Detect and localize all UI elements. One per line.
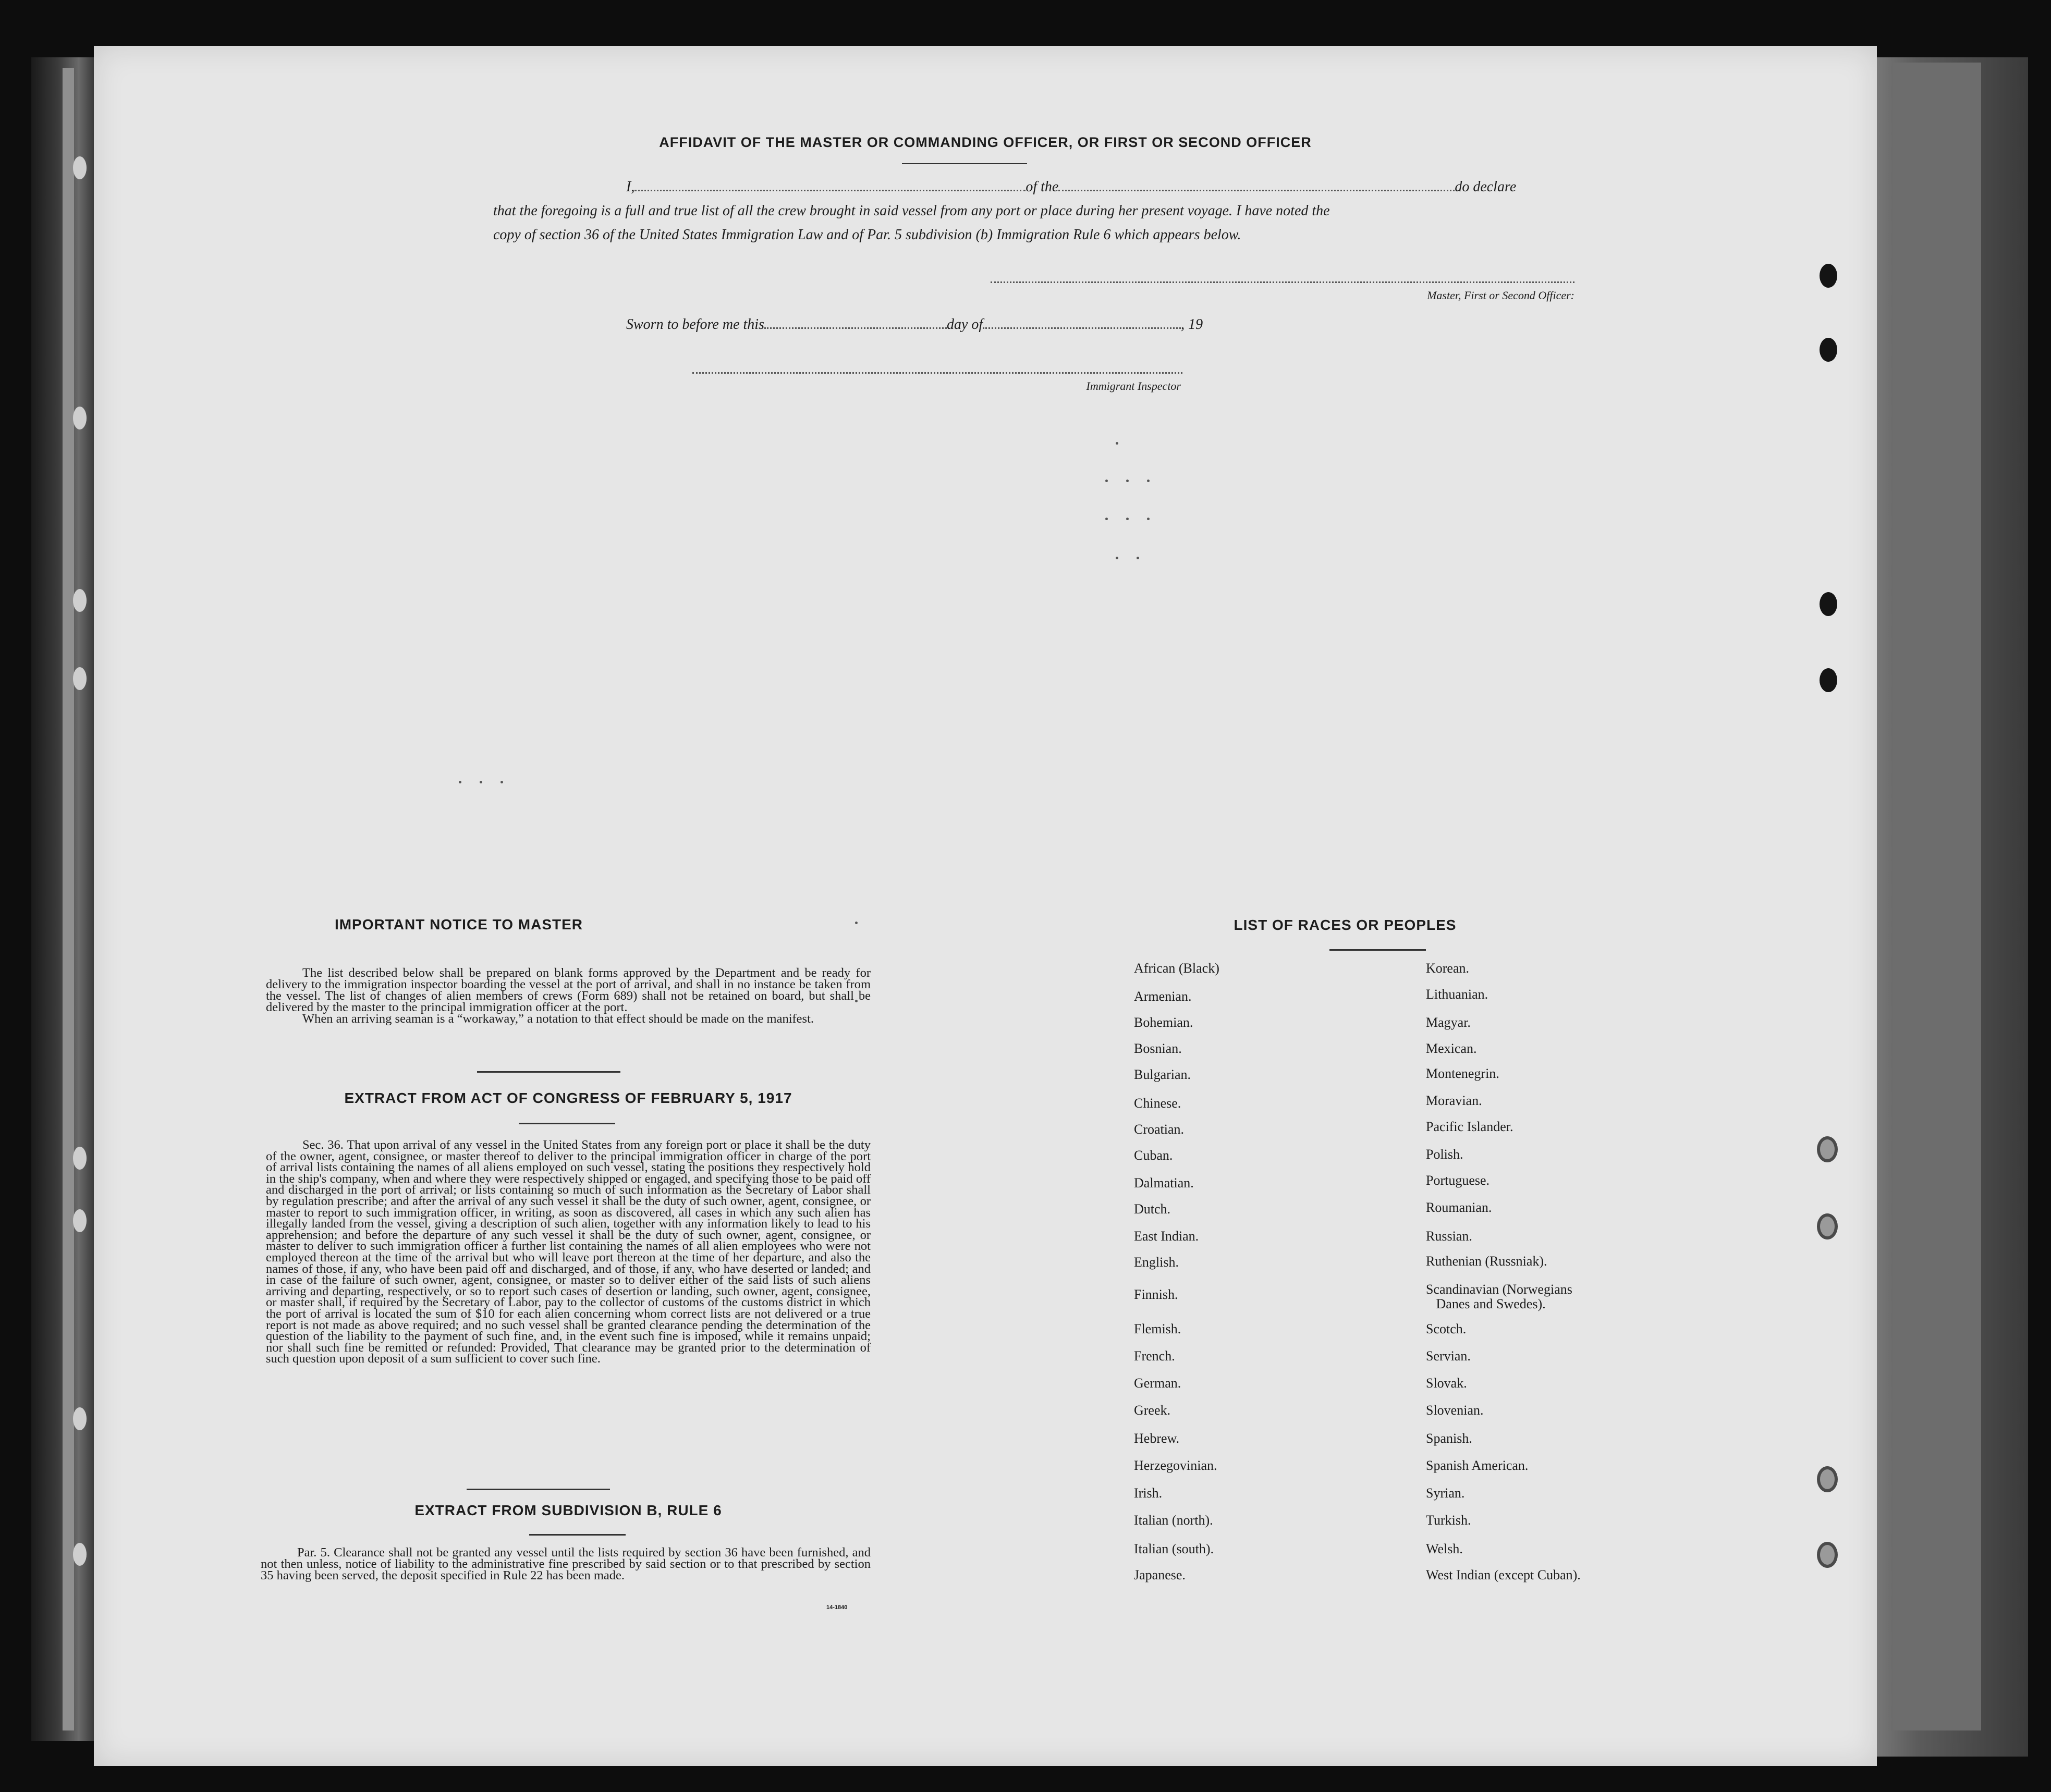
race-entry: Cuban.: [1134, 1148, 1173, 1163]
extract-rule-top-divider: [467, 1489, 610, 1490]
manifest-page: [94, 46, 1877, 1766]
race-entry: Chinese.: [1134, 1096, 1181, 1111]
race-entry: Turkish.: [1426, 1513, 1471, 1528]
sworn-day-of: day of: [946, 316, 983, 333]
race-entry: Herzegovinian.: [1134, 1458, 1217, 1473]
page-speck: [500, 781, 503, 783]
race-entry: Moravian.: [1426, 1093, 1482, 1108]
declaration-do-declare: do declare: [1455, 179, 1517, 195]
race-entry: Greek.: [1134, 1403, 1171, 1418]
punch-hole: [1817, 1136, 1838, 1162]
page-speck: [1116, 557, 1118, 559]
race-entry: Bosnian.: [1134, 1041, 1182, 1056]
race-entry: Dutch.: [1134, 1201, 1171, 1217]
race-entry: Syrian.: [1426, 1486, 1465, 1501]
race-entry: Scandinavian (Norwegians Danes and Swedes).: [1426, 1282, 1572, 1311]
inspector-signature-line: [692, 372, 1182, 374]
punch-hole: [1817, 1542, 1838, 1568]
race-entry: Flemish.: [1134, 1321, 1181, 1336]
race-entry: Polish.: [1426, 1147, 1463, 1162]
binder-ring: [73, 156, 87, 179]
race-entry: Roumanian.: [1426, 1200, 1492, 1215]
race-entry: Welsh.: [1426, 1541, 1463, 1556]
extract-act-divider: [519, 1123, 615, 1124]
race-entry: African (Black): [1134, 961, 1219, 976]
extract-rule-divider: [529, 1534, 626, 1536]
races-divider: [1329, 949, 1426, 951]
race-entry: Armenian.: [1134, 989, 1192, 1004]
race-entry: Slovenian.: [1426, 1403, 1484, 1418]
name-blank: [634, 181, 1026, 191]
page-speck: [1116, 442, 1118, 445]
race-entry: Dalmatian.: [1134, 1175, 1194, 1190]
adjacent-page: [1893, 63, 1981, 1730]
declaration-line-2: that the foregoing is a full and true list of all the crew brought in said vessel from any port or place during her present voyage. I have noted the: [493, 203, 1330, 219]
race-entry: Pacific Islander.: [1426, 1119, 1513, 1134]
race-entry: Italian (north).: [1134, 1513, 1213, 1528]
page-speck: [1126, 480, 1129, 482]
race-entry: French.: [1134, 1348, 1175, 1364]
sworn-month-blank: [983, 318, 1181, 329]
page-speck: [1126, 518, 1129, 520]
title-divider: [902, 163, 1027, 164]
notice-body: The list described below shall be prepared on blank forms approved by the Department and be ready for delivery to the immigration inspector boarding the vessel at the port of arrival, and shall in no instance be taken from the vessel. The list of changes of alien members of crews (Form 689) shall not be retained on board, but shall be delivered by the master to the principal immigration officer at the port.: [266, 966, 871, 1014]
page-speck: [1147, 518, 1150, 520]
affidavit-title: AFFIDAVIT OF THE MASTER OR COMMANDING OFFICER, OR FIRST OR SECOND OFFICER: [659, 134, 1312, 150]
race-entry: Korean.: [1426, 961, 1470, 976]
extract-act-body: Sec. 36. That upon arrival of any vessel in the United States from any foreign port or place it shall be the duty of the owner, agent, consignee, or master thereof to deliver to the principal immigration officer in charge of the port of arrival lists containing the names of all aliens employed on such vessel, stating the positions they respectively hold in the ship's company, when and where they were respectively shipped or engaged, and specifying those to be paid off and discharged in the port of arrival; or lists containing so much of such information as the Secretary of Labor shall by regulation prescribe; and after the arrival of any such vessel it shall be the duty of such owner, agent, consignee, or master to report to such immigration officer, in writing, as soon as discovered, all cases in which any such alien has illegally landed from the vessel, giving a description of such alien, together with any information likely to lead to his apprehension; and before the departure of any such vessel it shall be the duty of such owner, agent, consignee, or master to deliver to such immigration officer a further list containing the names of all alien employees who were not employed thereon at the time of the arrival but who will leave port thereon at the time of her departure, and also the names of those, if any, who have been paid off and discharged, and of those, if any, who have deserted or landed; and in case of the failure of such owner, agent, consignee, or master so to deliver either of the said lists of such aliens arriving and departing, respectively, or so to report such cases of desertion or landing, such owner, agent, consignee, or master shall, if required by the Secretary of Labor, pay to the collector of customs of the customs district in which the port of arrival is located the sum of $10 for each alien concerning whom correct lists are not delivered or a true report is not made as above required; and no such vessel shall be granted clearance pending the determination of the question of the liability to the payment of such fine, and, in the event such fine is imposed, while it remains unpaid; nor shall such fine be remitted or refunded: Provided, That clearance may be granted prior to the determination of such question upon deposit of a sum sufficient to cover such fine.: [266, 1138, 871, 1366]
race-entry: West Indian (except Cuban).: [1426, 1567, 1581, 1582]
extract-rule-heading: EXTRACT FROM SUBDIVISION B, RULE 6: [414, 1502, 722, 1518]
page-speck: [1105, 480, 1108, 482]
declaration-i: I,: [626, 179, 635, 195]
sworn-prefix: Sworn to before me this: [626, 316, 764, 333]
binder-ring: [73, 1147, 87, 1170]
race-entry: Spanish.: [1426, 1431, 1472, 1446]
sworn-year: , 19: [1181, 316, 1203, 333]
notice-divider: [477, 1071, 620, 1073]
race-entry: Finnish.: [1134, 1287, 1178, 1302]
race-entry: Lithuanian.: [1426, 987, 1488, 1002]
race-entry: Slovak.: [1426, 1376, 1467, 1391]
race-entry: Spanish American.: [1426, 1458, 1529, 1473]
signature-caption: Master, First or Second Officer:: [1427, 289, 1574, 302]
race-entry: Magyar.: [1426, 1015, 1471, 1030]
binder-ring: [73, 589, 87, 612]
page-speck: [1105, 518, 1108, 520]
page-speck: [1147, 480, 1150, 482]
race-entry: Portuguese.: [1426, 1173, 1490, 1188]
declaration-line-1: [493, 175, 1576, 199]
race-entry: Bohemian.: [1134, 1015, 1193, 1030]
race-entry: Russian.: [1426, 1229, 1472, 1244]
notice-body-workaway: When an arriving seaman is a “workaway,” a notation to that effect should be made on the manifest.: [302, 1012, 814, 1026]
declaration-of-the: of the: [1026, 179, 1059, 195]
race-entry: Montenegrin.: [1426, 1066, 1499, 1081]
punch-hole: [1817, 1213, 1838, 1239]
punch-hole: [1820, 264, 1837, 288]
page-speck: [855, 922, 858, 924]
race-entry: Mexican.: [1426, 1041, 1477, 1056]
race-entry: Ruthenian (Russniak).: [1426, 1254, 1547, 1269]
sworn-day-blank: [764, 318, 947, 329]
notice-heading: IMPORTANT NOTICE TO MASTER: [334, 916, 583, 932]
race-entry: English.: [1134, 1255, 1179, 1270]
binder-ring: [73, 407, 87, 429]
extract-act-heading: EXTRACT FROM ACT OF CONGRESS OF FEBRUARY 5, 1917: [344, 1090, 792, 1106]
race-entry: German.: [1134, 1376, 1181, 1391]
race-entry: Italian (south).: [1134, 1541, 1214, 1556]
race-entry: Japanese.: [1134, 1567, 1186, 1582]
page-speck: [1137, 557, 1139, 559]
race-entry: Bulgarian.: [1134, 1067, 1191, 1082]
race-entry: Scotch.: [1426, 1321, 1467, 1336]
race-entry: Servian.: [1426, 1348, 1471, 1364]
race-entry: East Indian.: [1134, 1229, 1199, 1244]
binder-ring: [73, 1407, 87, 1430]
signature-line: [991, 281, 1574, 283]
race-entry: Croatian.: [1134, 1122, 1185, 1137]
binder-ring: [73, 1209, 87, 1232]
page-speck: [459, 781, 461, 783]
declaration-line-3: copy of section 36 of the United States Immigration Law and of Par. 5 subdivision (b) Immigration Rule 6 which appears below.: [493, 227, 1241, 243]
binder-ring: [73, 1543, 87, 1566]
inspector-caption: Immigrant Inspector: [1086, 379, 1181, 392]
race-entry: Irish.: [1134, 1486, 1163, 1501]
binder-strip: [63, 68, 74, 1730]
binder-ring: [73, 667, 87, 690]
punch-hole: [1820, 592, 1837, 616]
sworn-line: [493, 313, 1576, 337]
punch-hole: [1820, 338, 1837, 362]
punch-hole: [1817, 1466, 1838, 1492]
vessel-blank: [1058, 181, 1455, 191]
extract-rule-body: Par. 5. Clearance shall not be granted any vessel until the lists required by section 36 have been furnished, and not then unless, notice of liability to the administrative fine prescribed by said section or to that prescribed by section 35 having been served, the deposit specified in Rule 22 has been made.: [261, 1545, 871, 1582]
page-speck: [480, 781, 482, 783]
races-heading: LIST OF RACES OR PEOPLES: [1234, 917, 1457, 933]
punch-hole: [1820, 668, 1837, 692]
race-entry: Hebrew.: [1134, 1431, 1180, 1446]
form-number: 14-1840: [826, 1604, 848, 1611]
